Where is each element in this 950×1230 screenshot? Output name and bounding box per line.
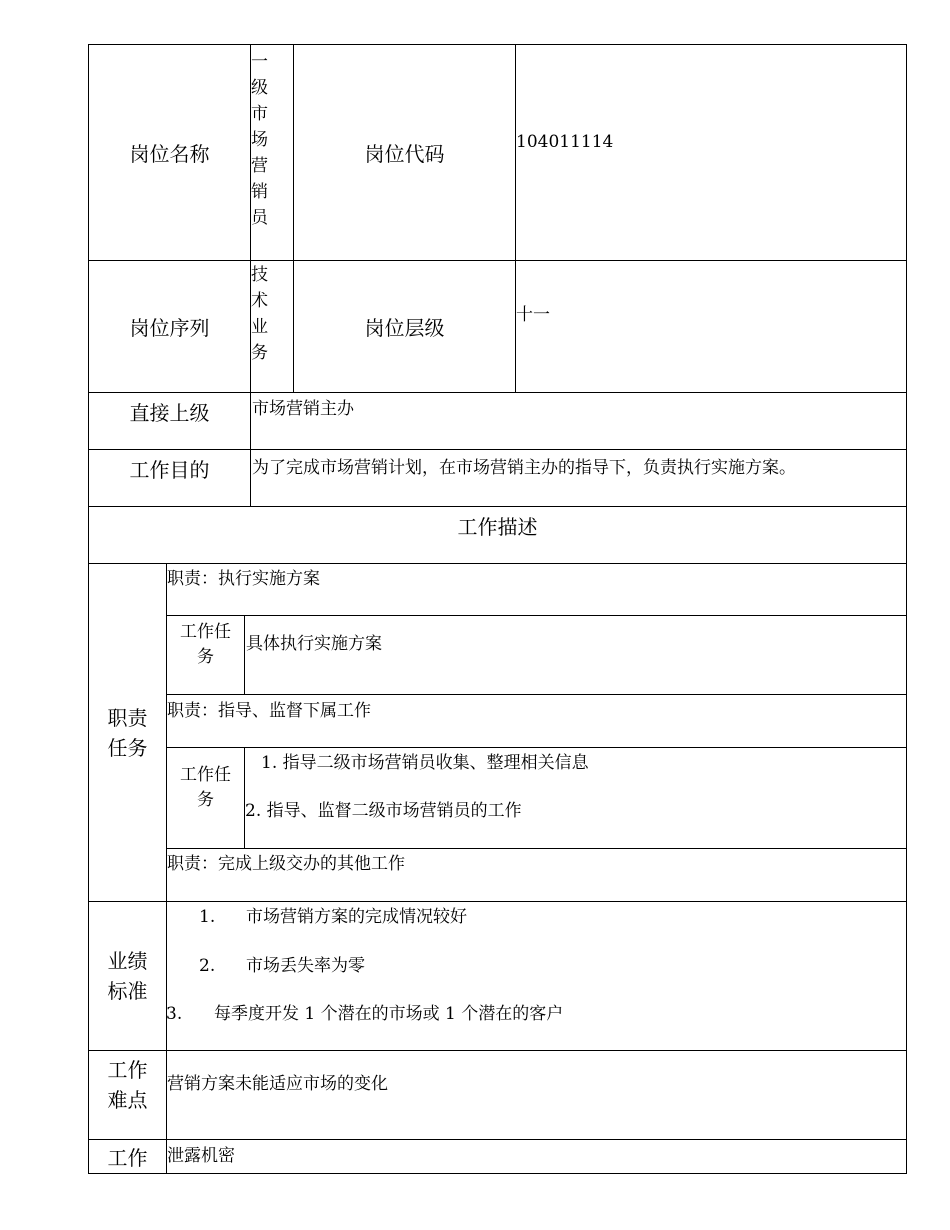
task-label-text: 工作任务 <box>180 765 231 810</box>
performance-num: 1. <box>199 907 216 927</box>
performance-num: 3. <box>166 1004 183 1024</box>
table-border-bottom <box>88 1173 907 1174</box>
duties-label <box>89 564 166 901</box>
duty-separator <box>166 848 907 849</box>
task-item: 2. 指导、监督二级市场营销员的工作 <box>245 801 522 821</box>
risk-label: 工作 <box>107 1146 148 1170</box>
post-series-value: 技术业务 <box>251 265 268 363</box>
performance-item: 市场营销方案的完成情况较好 <box>246 907 467 927</box>
duty-separator <box>166 747 907 748</box>
row-separator <box>88 901 907 902</box>
duty-item: 职责：完成上级交办的其他工作 <box>167 854 405 874</box>
duty-item: 职责：指导、监督下属工作 <box>167 701 371 721</box>
col-separator <box>515 44 516 392</box>
duty-item: 职责：执行实施方案 <box>167 569 320 589</box>
table-border-right <box>906 44 907 1174</box>
purpose-label: 工作目的 <box>129 457 210 482</box>
post-name-label: 岗位名称 <box>129 142 210 166</box>
post-series-label: 岗位序列 <box>129 316 210 340</box>
task-item: 具体执行实施方案 <box>246 634 382 654</box>
post-name-value: 一级市场营销员 <box>251 52 268 228</box>
purpose-value: 为了完成市场营销计划，在市场营销主办的指导下，负责执行实施方案。 <box>252 458 796 478</box>
post-code-value: 104011114 <box>516 132 614 152</box>
superior-label: 直接上级 <box>129 400 210 425</box>
performance-item: 每季度开发 1 个潜在的市场或 1 个潜在的客户 <box>214 1004 564 1024</box>
post-code-label: 岗位代码 <box>364 142 445 166</box>
task-label-text: 工作任务 <box>180 622 231 667</box>
performance-num: 2. <box>199 956 216 976</box>
performance-label-text: 业绩标准 <box>107 949 148 1003</box>
row-separator <box>88 563 907 564</box>
post-level-value: 十一 <box>516 305 550 325</box>
post-level-label: 岗位层级 <box>364 316 445 340</box>
task-label <box>167 616 244 674</box>
difficulty-label-text: 工作难点 <box>107 1058 148 1112</box>
row-separator <box>88 1139 907 1140</box>
row-separator <box>88 1050 907 1051</box>
performance-item: 市场丢失率为零 <box>246 956 365 976</box>
duties-label-text: 职责任务 <box>107 705 148 760</box>
task-item: 1. 指导二级市场营销员收集、整理相关信息 <box>261 753 589 773</box>
risk-value: 泄露机密 <box>167 1146 235 1166</box>
superior-value: 市场营销主办 <box>252 399 354 419</box>
duty-separator <box>166 694 907 695</box>
difficulty-label <box>89 1051 166 1119</box>
task-label <box>167 748 244 828</box>
task-col-separator <box>244 747 245 848</box>
difficulty-value: 营销方案未能适应市场的变化 <box>167 1074 388 1094</box>
performance-label <box>89 902 166 1050</box>
description-header: 工作描述 <box>457 514 538 539</box>
duty-separator <box>166 615 907 616</box>
